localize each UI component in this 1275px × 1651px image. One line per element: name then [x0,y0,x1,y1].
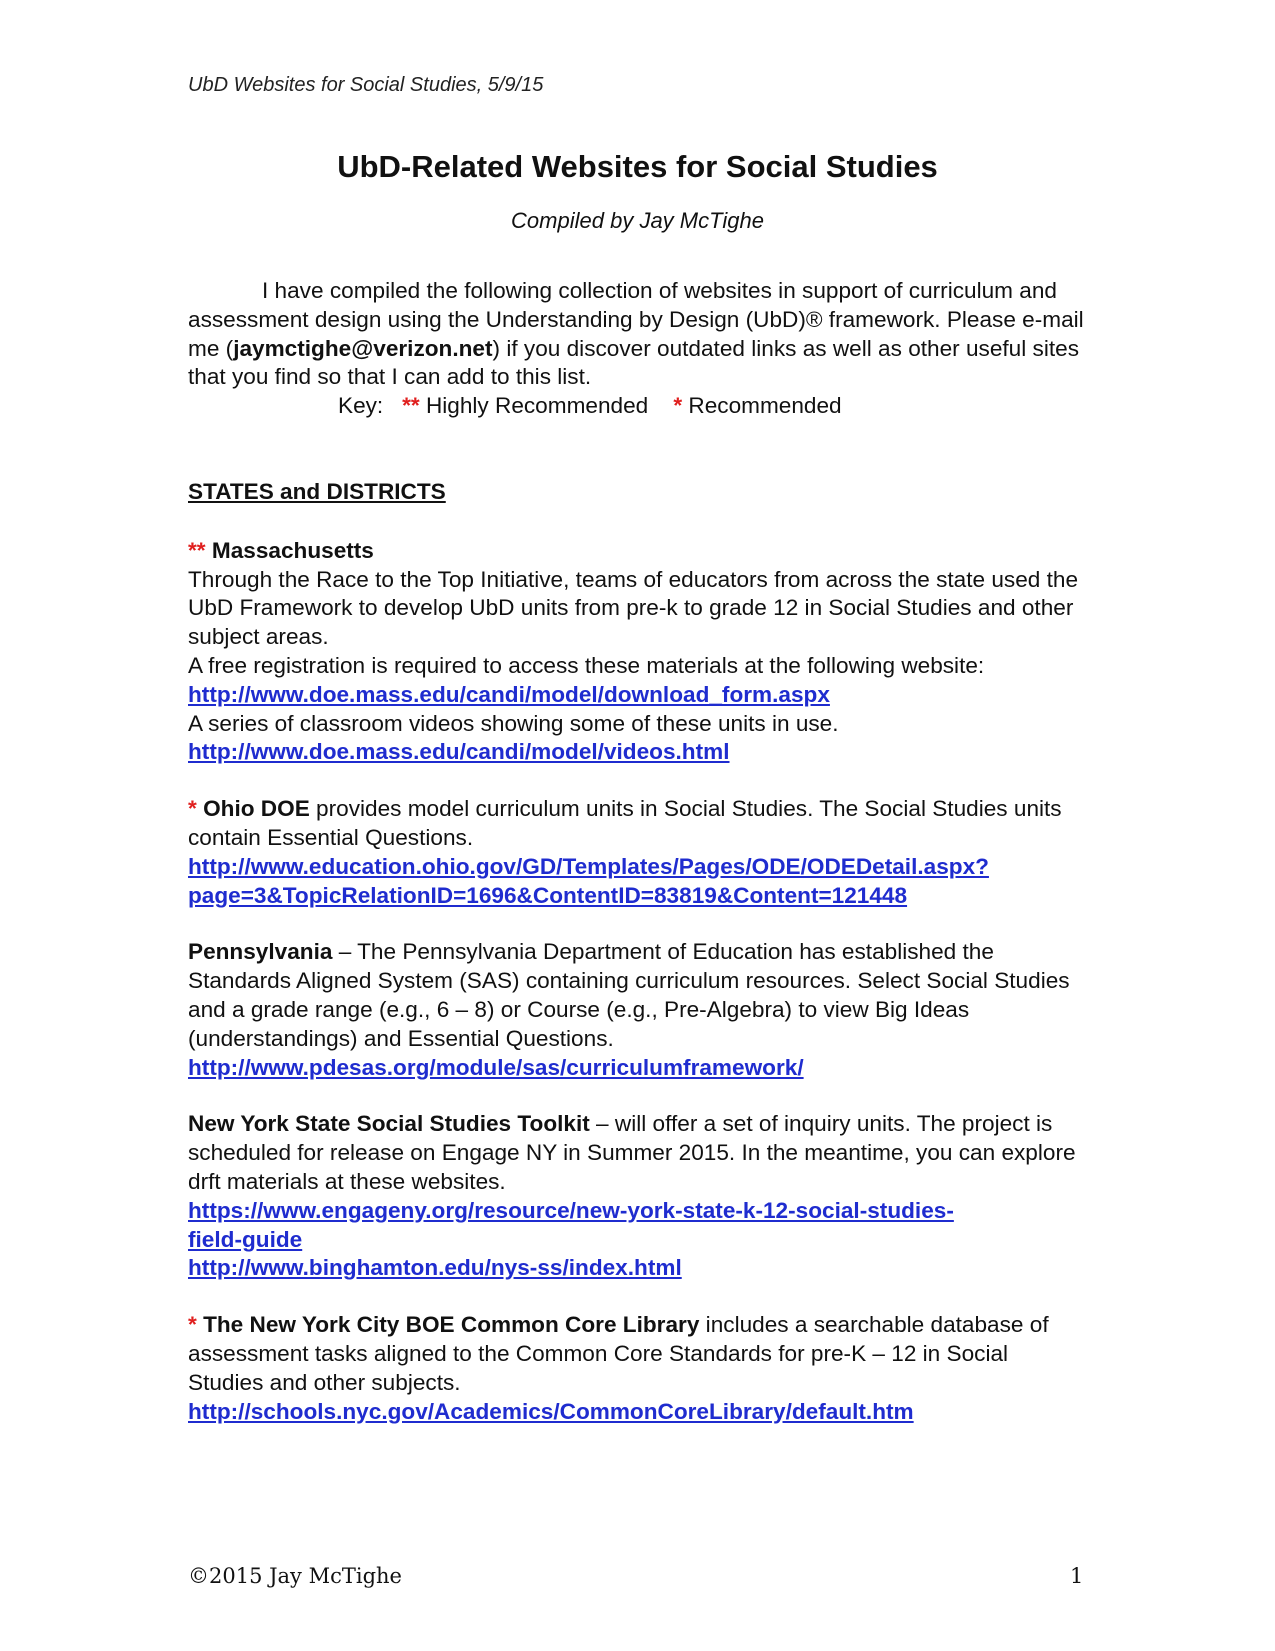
key-rec-mark: * [673,393,683,419]
entry-description [188,1110,1088,1196]
entry-text: provides model curriculum units in Social Studies. The Social Studies units contain Essential Questions. [188,796,1062,850]
page-number: 1 [1070,1564,1084,1588]
highly-recommended-mark: ** [188,537,206,563]
engageny-link-line-2: field-guide [188,1226,303,1252]
entry-description [188,795,1088,853]
entry-name: Massachusetts [211,537,374,563]
document-title: UbD-Related Websites for Social Studies [337,149,938,184]
entry-text: includes a searchable database of assessment tasks aligned to the Common Core Standards for pre-K – 12 in Social Studies and other subjects. [188,1312,1049,1395]
running-header: UbD Websites for Social Studies, 5/9/15 [188,74,544,96]
nyc-common-core-link[interactable]: http://schools.nyc.gov/Academics/CommonCoreLibrary/default.htm [188,1398,914,1424]
entry-name: Ohio DOE [203,796,310,822]
engageny-link[interactable] [188,1197,1088,1255]
entry-massachusetts [188,537,1088,767]
massachusetts-download-link[interactable]: http://www.doe.mass.edu/candi/model/download_form.aspx [188,681,830,707]
document-body [188,277,1088,1426]
entry-description: Through the Race to the Top Initiative, teams of educators from across the state used the UbD Framework to develop UbD units from pre-k to grade 12 in Social Studies and other subject areas. [188,566,1079,650]
recommended-mark: * [188,796,197,822]
ohio-link-line-2: page=3&TopicRelationID=1696&ContentID=83819&Content=121448 [188,882,908,908]
recommended-mark: * [188,1312,197,1338]
entry-pennsylvania [188,938,1088,1082]
entry-nyc [188,1311,1088,1426]
entry-text: – will offer a set of inquiry units. The project is scheduled for release on Engage NY in Summer 2015. In the meantime, you can explore drft materials at these websites. [188,1111,1076,1194]
entry-description [188,1311,1088,1397]
key-rec-text: Recommended [688,393,842,419]
entry-ohio [188,795,1088,910]
key-highly-text: Highly Recommended [425,393,649,419]
footer-copyright: ©2015 Jay McTighe [188,1564,402,1588]
intro-text-2: ) if you discover outdated links as well as other useful sites that you find so that I can add to this list. [188,335,1079,390]
entry-name: New York State Social Studies Toolkit [188,1111,590,1137]
intro-paragraph [188,277,1088,392]
intro-text-1: I have compiled the following collection of websites in support of curriculum and assessment design using the Understanding by Design (UbD)® framework. Please e-mail me ( [188,278,1084,361]
ohio-link[interactable] [188,853,1088,911]
binghamton-link[interactable]: http://www.binghamton.edu/nys-ss/index.html [188,1255,682,1281]
entry-description: A free registration is required to access these materials at the following website: [188,652,985,678]
contact-email: jaymctighe@verizon.net [233,335,493,361]
recommendation-key [188,392,1088,421]
entry-name: Pennsylvania [188,939,333,965]
section-heading: STATES and DISTRICTS [188,478,446,504]
entry-description [188,938,1088,1053]
ohio-link-line-1: http://www.education.ohio.gov/GD/Templates/Pages/ODE/ODEDetail.aspx? [188,853,989,879]
entry-name: The New York City BOE Common Core Library [203,1312,700,1338]
key-highly-mark: ** [402,393,420,419]
key-label: Key: [338,393,384,419]
massachusetts-videos-link[interactable]: http://www.doe.mass.edu/candi/model/videos.html [188,739,730,765]
pennsylvania-link[interactable]: http://www.pdesas.org/module/sas/curriculumframework/ [188,1054,804,1080]
byline: Compiled by Jay McTighe [511,208,764,233]
engageny-link-line-1: https://www.engageny.org/resource/new-york-state-k-12-social-studies- [188,1197,954,1223]
entry-description: A series of classroom videos showing some of these units in use. [188,710,839,736]
entry-new-york-state [188,1110,1088,1283]
entry-text: – The Pennsylvania Department of Education has established the Standards Aligned System (SAS) containing curriculum resources. Select Social Studies and a grade range (e.g., 6 – 8) or Course (e.g., Pre-Algebra) to view Big Ideas (understandings) and Essential Questions. [188,939,1070,1051]
entry-heading [188,537,1088,566]
